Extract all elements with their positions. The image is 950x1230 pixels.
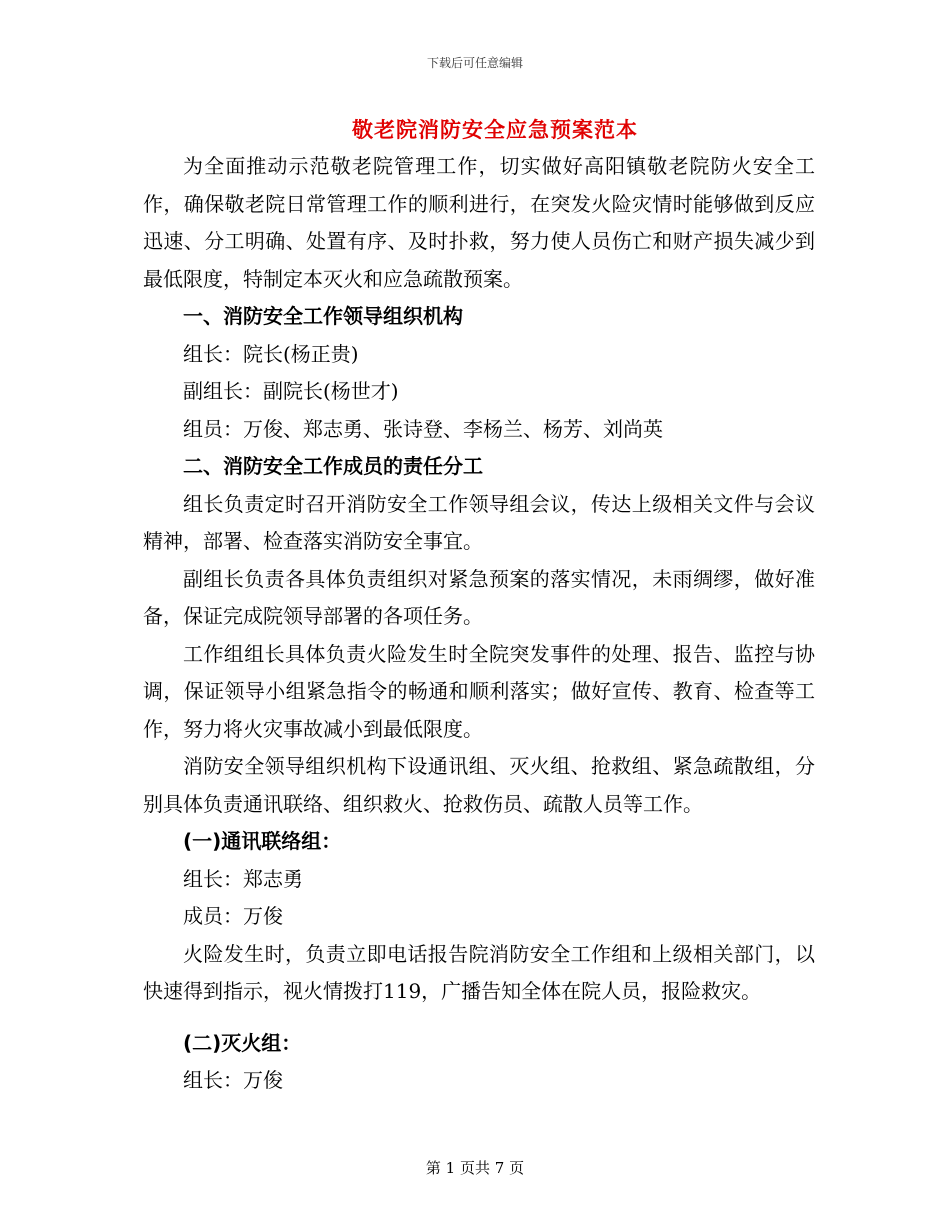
leader-line: 组长：院长(杨正贵) xyxy=(183,341,359,366)
fire-leader-line: 组长：万俊 xyxy=(183,1068,283,1092)
intro-paragraph: 为全面推动示范敬老院管理工作，切实做好高阳镇敬老院防火安全工作，确保敬老院日常管理工作的顺利进行，在突发火险灾情时能够做到反应迅速、分工明确、处置有序、及时扑救，努力使人员伤亡和财产损失减少到最低限度，特制定本灭火和应急疏散预案。 xyxy=(143,154,815,291)
comm-leader-line: 组长：郑志勇 xyxy=(183,866,303,891)
header-note: 下载后可任意编辑 xyxy=(426,56,523,70)
members-line: 组员：万俊、郑志勇、张诗登、李杨兰、杨芳、刘尚英 xyxy=(183,416,663,441)
page-footer: 第 1 页共 7 页 xyxy=(425,1159,525,1177)
subgroups-paragraph: 消防安全领导组织机构下设通讯组、灭火组、抢救组、紧急疏散组，分别具体负责通讯联络、组织救火、抢救伤员、疏散人员等工作。 xyxy=(143,754,815,816)
deputy-line: 副组长：副院长(杨世才) xyxy=(183,379,399,403)
section-heading-1: 一、消防安全工作领导组织机构 xyxy=(183,304,463,328)
duty-workgroup-paragraph: 工作组组长具体负责火险发生时全院突发事件的处理、报告、监控与协调，保证领导小组紧急指令的畅通和顺利落实；做好宣传、教育、检查等工作，努力将火灾事故减小到最低限度。 xyxy=(143,641,815,741)
duty-leader-paragraph: 组长负责定时召开消防安全工作领导组会议，传达上级相关文件与会议精神，部署、检查落实消防安全事宜。 xyxy=(143,491,815,553)
document-body xyxy=(143,148,815,1100)
section-heading-2: 二、消防安全工作成员的责任分工 xyxy=(183,454,483,478)
fire-group-heading: (二)灭火组： xyxy=(183,1030,302,1055)
comm-group-heading: (一)通讯联络组： xyxy=(183,829,342,853)
comm-member-line: 成员：万俊 xyxy=(183,904,283,928)
document-title: 敬老院消防安全应急预案范本 xyxy=(352,117,638,142)
duty-deputy-paragraph: 副组长负责各具体负责组织对紧急预案的落实情况，未雨绸缪，做好准备，保证完成院领导部署的各项任务。 xyxy=(143,566,815,628)
comm-duty-paragraph: 火险发生时，负责立即电话报告院消防安全工作组和上级相关部门，以快速得到指示，视火情拨打119，广播告知全体在院人员，报险救灾。 xyxy=(143,941,815,1003)
